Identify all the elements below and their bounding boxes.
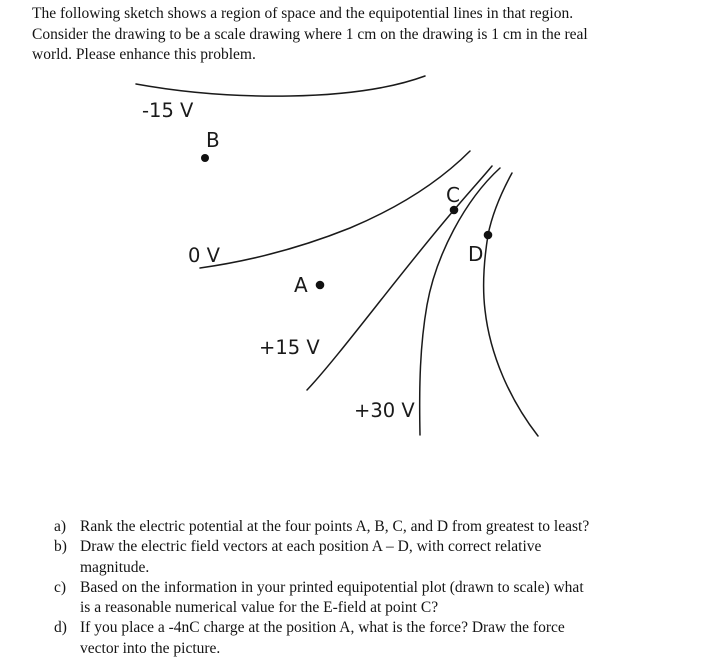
label-pos15v: +15 V	[259, 336, 320, 359]
question-line: Draw the electric field vectors at each position A – D, with correct relative	[80, 538, 542, 556]
equipotential-curve-pos15	[307, 166, 492, 390]
question-item-b	[54, 537, 674, 578]
point-marker-a	[316, 281, 325, 290]
intro-line: The following sketch shows a region of space and the equipotential lines in that region.	[32, 5, 574, 22]
question-marker: b)	[54, 538, 67, 556]
question-line: If you place a -4nC charge at the position A, what is the force? Draw the force	[80, 619, 565, 637]
question-marker: c)	[54, 578, 67, 596]
intro-line: Consider the drawing to be a scale drawing where 1 cm on the drawing is 1 cm in the real	[32, 25, 588, 43]
question-line: vector into the picture.	[80, 639, 221, 657]
equipotential-curve-rightmost	[484, 173, 538, 436]
label-neg15v: -15 V	[142, 99, 194, 122]
question-line: Rank the electric potential at the four points A, B, C, and D from greatest to least?	[80, 518, 590, 535]
question-list	[54, 517, 674, 659]
point-marker-d	[484, 231, 493, 240]
question-item-d	[54, 618, 674, 659]
point-marker-group	[201, 154, 492, 289]
label-pos30v: +30 V	[354, 399, 415, 422]
label-0v: 0 V	[188, 244, 220, 267]
question-text	[80, 537, 674, 578]
label-point-b: B	[206, 128, 220, 152]
intro-line: world. Please enhance this problem.	[32, 46, 256, 63]
question-line: is a reasonable numerical value for the E-field at point C?	[80, 599, 439, 617]
question-text	[80, 618, 674, 659]
question-line: magnitude.	[80, 558, 150, 576]
label-point-c: C	[446, 183, 460, 207]
point-marker-b	[201, 154, 209, 162]
equipotential-curve-neg15	[136, 76, 425, 96]
label-point-d: D	[468, 242, 484, 266]
equipotential-svg	[0, 55, 600, 475]
label-point-a: A	[294, 273, 308, 297]
question-text	[80, 517, 674, 537]
equipotential-curve-pos30	[420, 168, 500, 435]
question-marker: d)	[54, 619, 67, 637]
question-marker: a)	[54, 518, 67, 535]
equipotential-curve-0	[200, 151, 470, 268]
question-line: Based on the information in your printed equipotential plot (drawn to scale) what	[80, 578, 584, 596]
question-text	[80, 578, 674, 619]
equipotential-diagram	[0, 55, 600, 475]
question-item-c	[54, 578, 674, 619]
question-item-a	[54, 517, 674, 537]
